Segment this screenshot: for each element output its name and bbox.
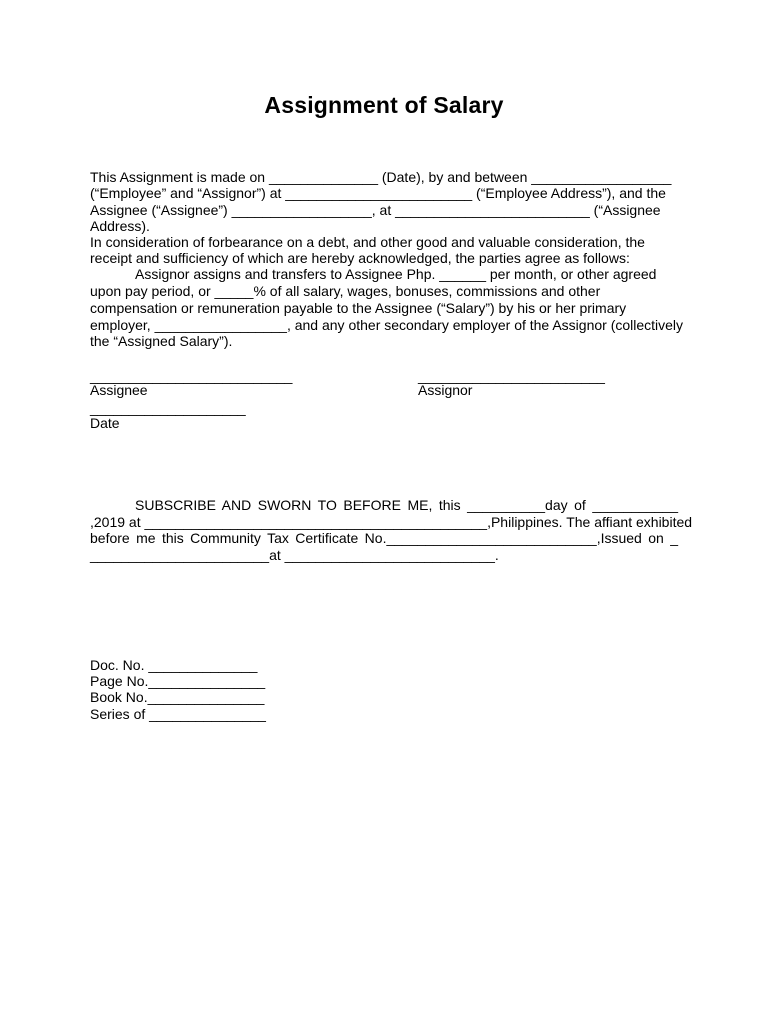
jurat-line: before me this Community Tax Certificate No.___________________________,Issued on _: [90, 530, 678, 546]
book-no-field: Book No._______________: [90, 689, 265, 705]
jurat-line: _______________________at ___________________________.: [90, 547, 499, 563]
body-line: receipt and sufficiency of which are hereby acknowledged, the parties agree as follows:: [90, 250, 630, 266]
body-line: This Assignment is made on ______________ (Date), by and between __________________: [90, 169, 672, 185]
body-line: Assignor assigns and transfers to Assignee Php. ______ per month, or other agreed: [135, 266, 657, 282]
date-signature-line: ____________________: [90, 400, 246, 416]
series-of-field: Series of _______________: [90, 706, 266, 722]
body-line: (“Employee” and “Assignor”) at ________________________ (“Employee Address”), and the: [90, 185, 666, 201]
body-line: compensation or remuneration payable to the Assignee (“Salary”) by his or her primary: [90, 300, 627, 316]
assignor-label: Assignor: [418, 382, 473, 398]
assignee-signature-line: __________________________: [90, 368, 293, 384]
body-line: Assignee (“Assignee”) __________________, at _________________________ (“Assignee: [90, 202, 661, 218]
assignee-label: Assignee: [90, 382, 148, 398]
assignor-signature-line: ________________________: [418, 368, 605, 384]
document-title: Assignment of Salary: [264, 92, 504, 118]
body-line: employer, _________________, and any other secondary employer of the Assignor (collectively: [90, 317, 684, 333]
body-line: Address).: [90, 218, 150, 234]
jurat-line: SUBSCRIBE AND SWORN TO BEFORE ME, this __________day of ___________: [135, 497, 678, 513]
page-no-field: Page No._______________: [90, 673, 266, 689]
date-label: Date: [90, 415, 120, 431]
jurat-line: ,2019 at ____________________________________________,Philippines. The affiant exhibited: [90, 514, 693, 530]
body-line: In consideration of forbearance on a debt, and other good and valuable consideration, the: [90, 234, 645, 250]
body-line: upon pay period, or _____% of all salary, wages, bonuses, commissions and other: [90, 283, 601, 299]
doc-no-field: Doc. No. ______________: [90, 657, 258, 673]
body-line: the “Assigned Salary”).: [90, 333, 233, 349]
